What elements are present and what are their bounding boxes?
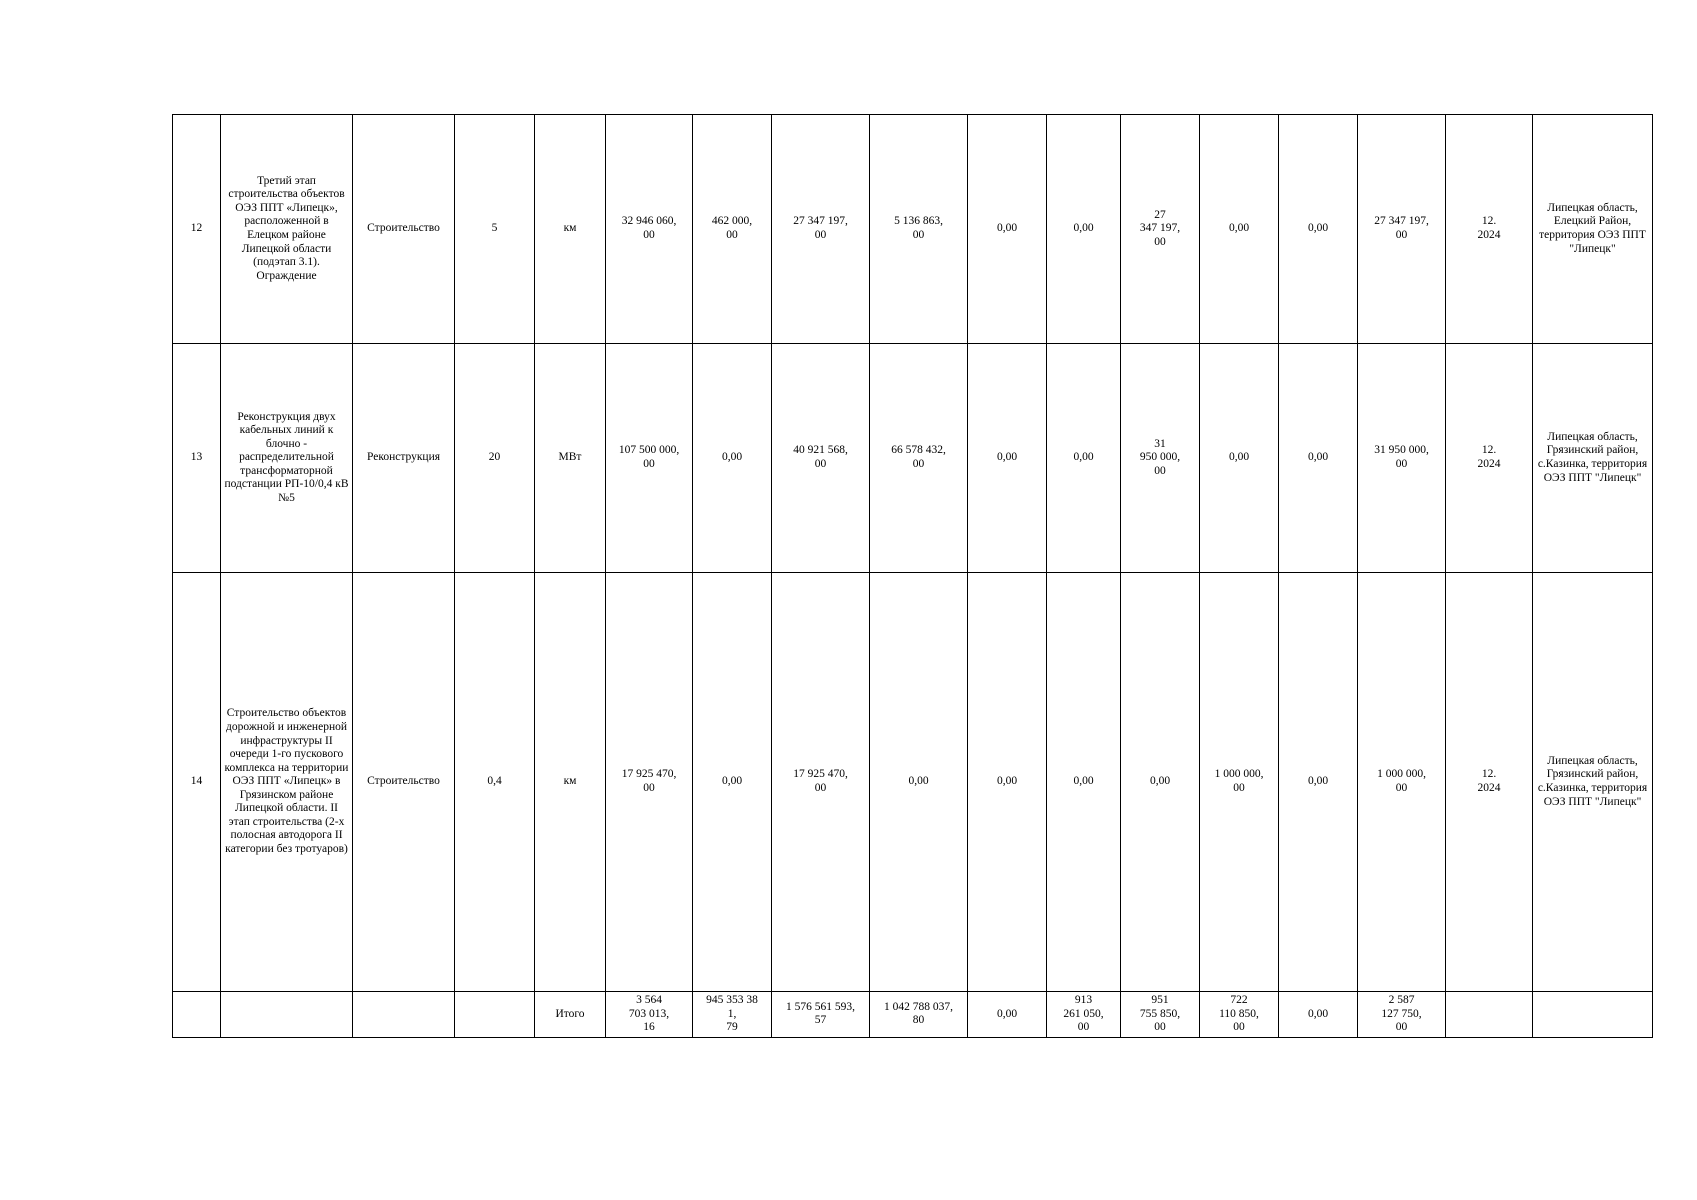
row-number: 14	[173, 573, 221, 992]
capacity-unit: км	[535, 573, 606, 992]
work-type: Строительство	[353, 573, 455, 992]
amount-cell: 0,00	[1279, 344, 1358, 573]
table-row	[173, 573, 1653, 992]
total-amount: 945 353 38 1, 79	[693, 992, 772, 1038]
total-row	[173, 992, 1653, 1038]
location: Липецкая область, Грязинский район, с.Казинка, территория ОЭЗ ППТ "Липецк"	[1533, 344, 1653, 573]
amount-cell: 27 347 197, 00	[1121, 115, 1200, 344]
amount-cell: 32 946 060, 00	[606, 115, 693, 344]
empty-cell	[455, 992, 535, 1038]
amount-cell: 5 136 863, 00	[870, 115, 968, 344]
amount-cell: 0,00	[1121, 573, 1200, 992]
amount-cell: 0,00	[1279, 573, 1358, 992]
amount-cell: 31 950 000, 00	[1358, 344, 1446, 573]
amount-cell: 0,00	[968, 573, 1047, 992]
amount-cell: 17 925 470, 00	[606, 573, 693, 992]
amount-cell: 27 347 197, 00	[772, 115, 870, 344]
work-type: Реконструкция	[353, 344, 455, 573]
amount-cell: 0,00	[1279, 115, 1358, 344]
total-amount: 951 755 850, 00	[1121, 992, 1200, 1038]
amount-cell: 0,00	[1047, 115, 1121, 344]
capacity-unit: км	[535, 115, 606, 344]
location: Липецкая область, Грязинский район, с.Казинка, территория ОЭЗ ППТ "Липецк"	[1533, 573, 1653, 992]
total-amount: 0,00	[968, 992, 1047, 1038]
row-number: 13	[173, 344, 221, 573]
total-amount: 0,00	[1279, 992, 1358, 1038]
amount-cell: 40 921 568, 00	[772, 344, 870, 573]
object-name: Третий этап строительства объектов ОЭЗ ППТ «Липецк», расположенной в Елецком районе Липецкой области (подэтап 3.1). Ограждение	[221, 115, 353, 344]
location: Липецкая область, Елецкий Район, территория ОЭЗ ППТ "Липецк"	[1533, 115, 1653, 344]
empty-cell	[1533, 992, 1653, 1038]
capacity-value: 0,4	[455, 573, 535, 992]
total-amount: 1 042 788 037, 80	[870, 992, 968, 1038]
empty-cell	[221, 992, 353, 1038]
total-label: Итого	[535, 992, 606, 1038]
amount-cell: 0,00	[870, 573, 968, 992]
amount-cell: 0,00	[1200, 115, 1279, 344]
object-name: Реконструкция двух кабельных линий к блочно - распределительной трансформаторной подстанции РП-10/0,4 кВ №5	[221, 344, 353, 573]
row-number: 12	[173, 115, 221, 344]
amount-cell: 66 578 432, 00	[870, 344, 968, 573]
amount-cell: 462 000, 00	[693, 115, 772, 344]
amount-cell: 107 500 000, 00	[606, 344, 693, 573]
total-amount: 2 587 127 750, 00	[1358, 992, 1446, 1038]
table-row	[173, 115, 1653, 344]
amount-cell: 0,00	[1200, 344, 1279, 573]
completion-date: 12. 2024	[1446, 344, 1533, 573]
investment-program-table	[172, 114, 1653, 1038]
capacity-unit: МВт	[535, 344, 606, 573]
work-type: Строительство	[353, 115, 455, 344]
empty-cell	[173, 992, 221, 1038]
total-amount: 1 576 561 593, 57	[772, 992, 870, 1038]
completion-date: 12. 2024	[1446, 115, 1533, 344]
amount-cell: 27 347 197, 00	[1358, 115, 1446, 344]
amount-cell: 0,00	[968, 115, 1047, 344]
completion-date: 12. 2024	[1446, 573, 1533, 992]
capacity-value: 20	[455, 344, 535, 573]
amount-cell: 1 000 000, 00	[1358, 573, 1446, 992]
object-name: Строительство объектов дорожной и инженерной инфраструктуры II очереди 1-го пускового комплекса на территории ОЭЗ ППТ «Липецк» в Грязинском районе Липецкой области. II этап строительства (2-х полосная автодорога II категории без тротуаров)	[221, 573, 353, 992]
amount-cell: 31 950 000, 00	[1121, 344, 1200, 573]
total-amount: 3 564 703 013, 16	[606, 992, 693, 1038]
amount-cell: 17 925 470, 00	[772, 573, 870, 992]
amount-cell: 0,00	[968, 344, 1047, 573]
total-amount: 913 261 050, 00	[1047, 992, 1121, 1038]
empty-cell	[1446, 992, 1533, 1038]
empty-cell	[353, 992, 455, 1038]
amount-cell: 0,00	[1047, 573, 1121, 992]
table-row	[173, 344, 1653, 573]
amount-cell: 0,00	[693, 344, 772, 573]
amount-cell: 0,00	[1047, 344, 1121, 573]
capacity-value: 5	[455, 115, 535, 344]
amount-cell: 1 000 000, 00	[1200, 573, 1279, 992]
total-amount: 722 110 850, 00	[1200, 992, 1279, 1038]
amount-cell: 0,00	[693, 573, 772, 992]
